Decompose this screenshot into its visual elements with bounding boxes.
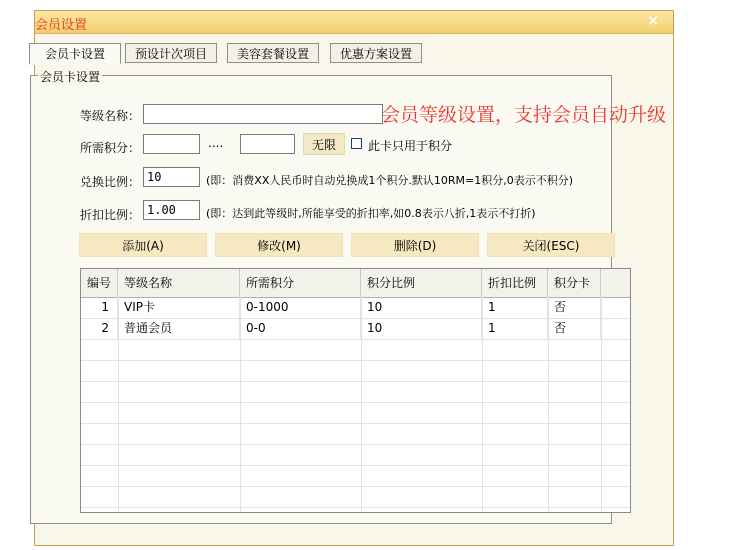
cell-points-ratio: 10 xyxy=(361,297,482,318)
cell-discount-ratio: 1 xyxy=(482,297,548,318)
points-only-label: 此卡只用于积分 xyxy=(368,139,453,153)
table-header xyxy=(81,269,630,298)
points-from-input[interactable] xyxy=(143,134,200,154)
points-only-checkbox[interactable] xyxy=(351,138,362,149)
tab-beauty-package[interactable]: 美容套餐设置 xyxy=(227,43,319,63)
cell-required-points: 0-1000 xyxy=(240,297,361,318)
column-header-level-name[interactable]: 等级名称 xyxy=(118,269,240,297)
promo-annotation: 会员等级设置，支持会员自动升级 xyxy=(381,104,667,126)
discount-note: (即：达到此等级时,所能享受的折扣率,如0.8表示八折,1表示不打折) xyxy=(206,207,536,220)
member-level-table[interactable] xyxy=(80,268,631,513)
grid-line xyxy=(601,297,602,513)
group-title: 会员卡设置 xyxy=(40,70,101,84)
cell-points-card: 否 xyxy=(548,297,601,318)
grid-line xyxy=(361,297,362,513)
cell-id: 2 xyxy=(81,318,118,339)
cell-points-card: 否 xyxy=(548,318,601,339)
discount-input[interactable] xyxy=(143,200,200,220)
grid-line xyxy=(118,297,119,513)
add-button[interactable]: 添加(A) xyxy=(79,233,207,257)
cell-discount-ratio: 1 xyxy=(482,318,548,339)
edit-button[interactable]: 修改(M) xyxy=(215,233,343,257)
cell-level-name: 普通会员 xyxy=(118,318,240,339)
column-header-required-points[interactable]: 所需积分 xyxy=(240,269,361,297)
window-title: 会员设置 xyxy=(35,18,88,33)
column-header-points-ratio[interactable]: 积分比例 xyxy=(361,269,482,297)
exchange-input[interactable] xyxy=(143,167,200,187)
close-button[interactable]: 关闭(ESC) xyxy=(487,233,615,257)
unlimited-button[interactable]: 无限 xyxy=(303,133,345,155)
delete-button[interactable]: 删除(D) xyxy=(351,233,479,257)
points-separator: .... xyxy=(208,136,224,150)
exchange-note: (即：消费XX人民币时自动兑换成1个积分.默认10RM=1积分,0表示不积分) xyxy=(206,174,573,187)
column-header-id[interactable]: 编号 xyxy=(81,269,118,297)
exchange-label: 兑换比例： xyxy=(80,175,141,189)
tab-preset-count-items[interactable]: 预设计次项目 xyxy=(125,43,217,63)
grid-line xyxy=(482,297,483,513)
grid-line xyxy=(240,297,241,513)
cell-level-name: VIP卡 xyxy=(118,297,240,318)
tab-member-card[interactable]: 会员卡设置 xyxy=(29,43,121,65)
title-bar[interactable] xyxy=(35,11,673,34)
points-to-input[interactable] xyxy=(240,134,295,154)
cell-points-ratio: 10 xyxy=(361,318,482,339)
discount-label: 折扣比例： xyxy=(80,208,141,222)
close-icon[interactable]: × xyxy=(647,13,659,29)
cell-id: 1 xyxy=(81,297,118,318)
level-name-label: 等级名称： xyxy=(80,109,141,123)
level-name-input[interactable] xyxy=(143,104,383,124)
grid-line xyxy=(548,297,549,513)
cell-required-points: 0-0 xyxy=(240,318,361,339)
points-label: 所需积分： xyxy=(80,141,141,155)
column-header-points-card[interactable]: 积分卡 xyxy=(548,269,601,297)
tab-discount-plan[interactable]: 优惠方案设置 xyxy=(330,43,422,63)
column-header-discount-ratio[interactable]: 折扣比例 xyxy=(482,269,548,297)
